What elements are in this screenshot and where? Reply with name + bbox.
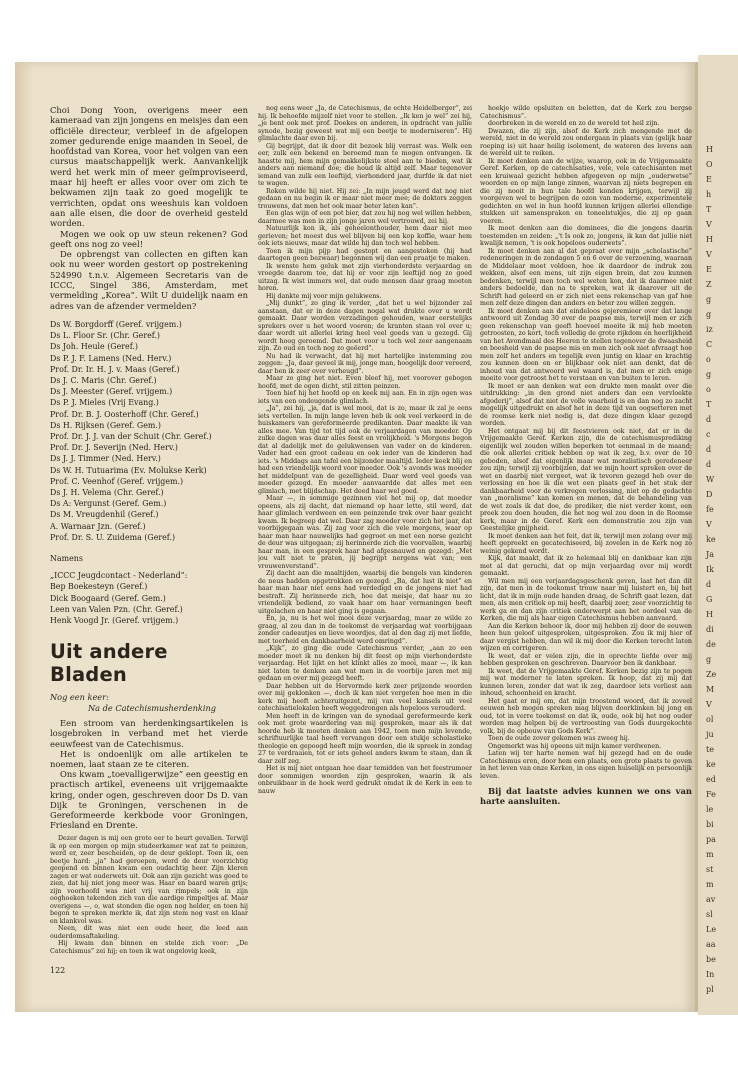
next-page-fragment: H [706,610,713,619]
next-page-fragment: de [706,640,716,649]
signer-name: Ds P. J. F. Lamens (Ned. Herv.) [50,353,172,363]
paragraph: Maar —, in sommige gezinnen viel het mij op, dat moeder opeens, als zij dacht, dat niemand op haar lette, stil werd, dat haar glimlach verdween en een peinzende trek over haar gezicht kwam. Ik begreep dat wel. Daar zag moeder voor zich het jaar, dat voorbijgegaan was. Zij zag voor zich die vele morgens, waar op haar man haar nauwelijks had gegroet en met een norse gezicht de deur was uitgegaan; zij herinnerde zich die voorvallen, waarbij haar man, in een gesprek haar had afgesnauwd en gezegd: „Met jou valt niet te praten, jij begrijpt nergens wat van; een vrouwenverstand”. [258,495,472,570]
namens-name: Dick Boogaard (Geref. Gem.) [50,593,166,603]
namens-label: Namens [50,554,83,563]
paragraph: Ik moet denken aan al dat gepraat over mijn „scholastische” redeneringen in de zondagen 5 en 6 over de verzoening, waaraan de Middelaar moet voldoen, hoe ik daardoor de indruk zou wekken, alsof een mens, uit zijn eigen brein, dat zou kunnen bedenken, terwijl men toch wel weten kon, dat ik daarmee niet anders bedoelde, dan na te spreken, wat ik daarover uit de Schrift had geleerd en er zich niet eens rekenschap van gaf hoe men zelf deze dingen dan anders en beter zou willen zeggen. [480,247,692,307]
section-heading: Uit andere Bladen [50,640,168,687]
paragraph: Nu had ik verwacht, dat hij met hartelijke instemming zou zeggen: „Ja, daar geveel ik mij, jonge man, hoogelijk door vereerd, daar ben ik zeer over verheugd”. [258,352,472,375]
signer-name: Prof. Dr. S. U. Zuidema (Geref.) [50,532,176,542]
subheading: Nog een keer: [50,692,109,703]
paragraph: Daar hebben uit de Hervormde kerk zeer prijzende woorden over mij geklonken —, doch ik kan niet vergeten hoe men in die kerk mij heeft achteruitgezet, mij van veel kansels uit veel catechisatielokalen heeft weggedrongen als hopeloos verouderd. [258,682,472,712]
next-page-fragment: E [706,175,712,184]
paragraph: Ons kwam „toevalligerwijze” een geestig en practisch artikel, eveneens uit vrijgemaakte kring, onder ogen, geschreven door Ds D. van Dijk te Groningen, verschenen in de Gereformeerde kerkbode voor Groningen, Friesland en Drente. [50,769,248,831]
paragraph: Ik weet, dat de Vrijgemaakte Geref. Kerken bezig zijn te pogen mij wat moderner te laten spreken. Ik hoop, dat zij mij dat kunnen leren, zonder dat wat ik zeg, daardoor iets verliest aan inhoud, schoonheid en kracht. [480,667,692,697]
signer-name: Prof. C. Veenhof (Geref. vrijgem.) [50,476,184,486]
next-page-fragment: m [706,880,714,889]
closing-remark: Bij dat laatste advies kunnen we ons van harte aansluiten. [480,786,692,807]
subheading: Na de Catechismusherdenking [88,703,217,714]
paragraph: Ik moet denken aan dat eindeloos gejeremieer over dat lange antwoord uit Zondag 30 over de paapse mis, terwijl men er zich geen rekenschap van geeft hoeveel moeite ik mij heb moeten getroosten, zo kort, toch volledig de grote rijkdom en heerlijkheid van het Avondmaal des Heeren te stellen tegenover de dwaasheid en boosheid van de paapse mis en men zich ook niet afvraagt hoe men zelf het anders en tegelijk even juntig en klaar en krachtig zou kunnen doen en er blijkbaar ook niet aan denkt, dat de inhoud van dat antwoord wel waard is, dat men er zich enige moeite voor getroost het te verstaan en van buiten te leren. [480,307,692,382]
paragraph: Een stroom van herdenkingsartikelen is losgebroken in verband met het vierde eeuwfeest van de Catechismus. [50,718,248,749]
next-page-fragment: h [706,190,712,199]
next-page-fragment: sl [706,910,713,919]
next-page-fragment: le [706,805,714,814]
paragraph: Toen hief hij het hoofd op en keek mij aan. En in zijn ogen was iets van een ondeugende glimlach. [258,390,472,405]
next-page-fragment: g [706,295,712,304]
paragraph: Ik wenste hem geluk met zijn vierhonderdste verjaardag en vroegde daarom toe, dat hij er voor zijn leeftijd nog zo goed uitzag. Ik wist immers wel, dat oude mensen daar graag moeten horen. [258,262,472,292]
namens-name: Bep Boekesteyn (Geref.) [50,582,148,592]
next-page-fragment: Ze [706,670,717,679]
next-page-fragment: T [706,400,712,409]
next-page-fragment: d [706,415,712,424]
next-page-fragment: H [706,145,713,154]
paragraph: Toen ik mijn pijp had gestopt en aangestoken (hij had daartegen geen bezwaar) begonnen wij dan een praatje te maken. [258,247,472,262]
quoted-article-start [50,835,248,955]
next-page-fragment: V [706,250,712,259]
paragraph: Laten wij ter harte nemen wat hij gezegd had en de oude Catechismus eren, door hem een plaats, een grote plaats te geven in het leven van onze Kerken, in ons eigen huiselijk en persoonlijk leven. [480,750,692,780]
paragraph: „Mij dunkt”, zo ging ik verder, „dat het u wel bijzonder zal aanstaan, dat er in deze dagen nogal wat drukte over u wordt gemaakt. Daar worden verzadingen gehouden, waar eerstelijks sprekers over u het woord voeren; de kranten staan vol over u; daar wordt uit allerlei kring heel veel goeds van u gezegd. Gij wordt hoog geroemd. Dat moet voor u toch wel zeer aangenaam zijn. Zo oud en toch nog zo geëerd”. [258,300,472,352]
signers-list [50,319,248,543]
signer-name: Ds L. Floor Sr. (Chr. Geref.) [50,331,161,341]
next-page-fragment: pa [706,835,716,844]
paragraph: Choi Dong Yoon, overigens meer een kameraad van zijn jongens en meisjes dan een officiële directeur, verbleef in de afgelopen zomer gedurende enige maanden in Seoel, de hoofdstad van Korea, voor het volgen van een cursus maatschappelijk werk. Aanvankelijk werd het werk min of meer geïmproviseerd, maar hij heeft er alles voor over om zich te bekwamen zijn taak zo goed mogelijk te verrichten, opdat ons weeshuis kan voldoen aan alle eisen, die door de overheid gesteld worden. [50,105,248,229]
next-page-fragment: T [706,205,712,214]
next-page-fragment: pl [706,985,714,994]
paragraph: Natuurlijk kon ik, als geheelonthouder, hem daar niet mee gerieven; het moest dus wel blijven bij een kop koffie, waar hem ook iets nieuws, maar dat wilde hij dan toch wel hebben. [258,225,472,247]
next-page-fragment: be [706,955,716,964]
next-page-fragment: m [706,850,714,859]
paragraph: Men heeft in de kringen van de synodaal gereformeerde kerk ook met grote waardering van mij gesproken, maar als ik dat hoorde heb ik moeten denken aan 1942, toen men mijn levende, schriftuurlijke taal heeft vervangen door een stukje scholastieke theologie en gepoogd heeft mijn woorden, die ik spreek in zondag 27 te verdraaien, tot er iets geheel anders kwam te staan, dan ik daar zelf zeg. [258,712,472,765]
next-page-fragment: ol [706,715,714,724]
next-page-fragment: st [706,865,714,874]
paragraph: Ik moet denken aan die dominees, die die jongens daarin toestemden en zeiden: „'t Is ook zo, jongens, ik kan dat jullie niet kwalijk nemen, 't is ook hopeloos ouderwets”. [480,225,692,247]
signer-name: Ds Joh. Heule (Geref.) [50,342,138,352]
paragraph: Dwazen, die zij zijn, alsof de Kerk zich mengende met de wereld, niet in de wereld zou ondergaan in plaats van (gelijk haar roeping is) uit haar heilig isolement, de wateren des levens aan de wereld uit te reiken. [480,127,692,157]
paragraph: nog eens weer „Ja, de Catechismus, de echte Heidelberger”, zei hij. Ik behoefde mijzelf niet voor te stellen. „Ik ken je wel” zei hij, „je bent ook met prof. Doekes en anderen, in opdracht van jullie synode, bezig geweest wat mij een beetje te moderniseren”. Hij glimlachte daar even bij. [258,105,472,142]
paragraph: „Kijk”, zo ging die oude Catechismus verder, „aan zo een moeder moet ik nu denken bij dit feest op mijn vierhonderdste verjaardag. Het lijkt en het klinkt alles zo mooi, maar —, ik kan niet laten te denken aan wat men in de voorbije jaren met mij gedaan en over mij gezegd heeft. [258,645,472,682]
next-page-fragment: C [706,340,713,349]
next-page-fragment: av [706,895,716,904]
next-page-fragment: Ja [706,550,714,559]
namens-block [50,553,248,626]
column-left [50,105,248,963]
next-page-fragment: D [706,490,713,499]
paragraph: Gij begrijpt, dat ik door dit bezoek blij verrast was. Welk een eer, zulk een bekend en beroemd man te mogen ontvangen. Ik haastte mij, hem mijn gemakkelijkste stoel aan te bieden, wat ik anders aan niemand doe; die houd ik altijd zelf. Maar tegenover iemand van zulk een leeftijd, vierhonderd jaar, durfde ik dat niet te wagen. [258,142,472,187]
next-page-fragment: d [706,460,712,469]
paragraph: Hij dankte mij voor mijn gelukwens. [266,292,382,300]
paragraph: hoekje wilde opsluiten en beletten, dat de Kerk zou bergse Catechismus”. [480,105,692,120]
next-page-fragment: H [706,235,713,244]
intro-text [50,105,248,311]
signer-name: Prof. Dr. J. Severijn (Ned. Herv.) [50,443,178,453]
next-page-fragment: g [706,310,712,319]
next-page-fragment: In [706,970,715,979]
next-page-fragment: ju [706,730,714,739]
next-page-fragment: g [706,370,712,379]
paragraph: Het ontgaat mij bij dit feestvieren ook niet, dat er in de Vrijgemaakte Geref. Kerken zijn, die de catechismusprediking eigenlijk wel zouden willen beperken tot eenmaal in de maand; die ook allerlei critiek hebben op wat ik zeg, b.v. over de 10 geboden, alsof dat eigenlijk maar wat moralistisch geredeneer zou zijn; terwijl zij voorbijzien, dat we mijn hoort spreken over de wet en daarbij niet vergeet, wat ik tevoren gezegd heb over de verlossing en hoe ik die wet een plaats geef in het stuk der dankbaarheid voor de verkregen verlossing, niet op de gedachte van „moralisme” kan komen en menen, dat de behandeling van de wet zoals ik dat doe, de prediker, die niet verder komt, een preek zou doen houden, die het nog wel zou doen in de Roomse kerk, maar in de Geref. Kerk een demonstratie zou zijn van Geestelijke gnijpheid. [480,427,692,532]
paragraph: Dezer dagen is mij een grote eer te beurt gevallen. Terwijl ik op een morgen op mijn studeerkamer wat zat te peinzen, werd er, zeer bescheiden, op de deur geklopt. Toen ik, een beetje hard: „ja” had geroepen, werd de deur voorzichtig geopend en binnen kwam een oudachtig heer. Zijn kleren zagen er wat ouderwets uit. Ook aan zijn gezicht was goed te zien, dat hij niet jong meer was. Haar en baard waren grijs; zijn voorhoofd was niet vrij van rimpels; ook in zijn ooghoeken tekenden zich van die aardige rimpeltjes af. Maar overigens —, o, wat stonden die ogen nog helder, en toen hij begon te spreken merkte ik, dat zijn stem nog vast en klaar en klankvol was. [50,835,248,925]
paragraph: Maar zo ging het niet. Even bleef hij, met voorover gebogen hoofd, met de ogen dicht, stil zitten peinzen. [258,375,472,390]
paragraph: Zij dacht aan die maaltijden, waarbij die bengels van kinderen de neus hadden opgetrokken en gezegd: „Ba, dat lust ik niet” en haar man haar niet eens had verdedigd en de jongens niet had bestraft. Zij herinnerde zich, hoe dat meisje, dat haar nu zo vriendelijk bediend, zo vaak haar om haar vermaningen heeft uitgelachen en haar niet ging is gegaan. [258,570,472,615]
signer-name: Prof. Dr. J. J. van der Schuit (Chr. Geref.) [50,431,212,441]
next-page-fragment: iz [706,325,713,334]
signer-name: Ds W. H. Tutuarima (Ev. Molukse Kerk) [50,465,207,475]
signer-name: Prof. Dr. Ir. H. J. v. Maas (Geref.) [50,364,180,374]
paragraph: Wil men mij een verjaardagsgeschenk geven, laat het dan dit zijn, dat men in de toekomst trouw naar mij luistert en, bij het licht, dat ik in mijn oude handen draag, de Schrift gaat lezen, dat men, als men critiek op mij heeft, daarbij zeer, zeer voorzichtig te werk ga en dan zijn critiek onderwerpt aan het oordeel van de Kerken, die mij als haar eigen Catechismus hebben aanvaard. [480,577,692,622]
page-number: 122 [50,966,66,975]
next-page-fragment: d [706,580,712,589]
page-fold-shadow [15,62,33,1012]
signer-name: Ds H. Rijksen (Geref. Gem.) [50,420,161,430]
paragraph: Kijk, dat maakt, dat ik zo helemaal blij en dankbaar kan zijn met al dat geruchi, dat op mijn verjaardag over mij wordt gemaakt. [480,555,692,577]
signer-name: Ds P. J. Mieles (Vrij Evang.) [50,398,159,408]
next-page-fragment: ed [706,775,716,784]
next-page-fragment: d [706,445,712,454]
column-right [480,105,692,945]
next-page-fragment: ke [706,760,716,769]
next-page-fragment: c [706,430,711,439]
next-page-fragment: aa [706,940,716,949]
article-intro [50,718,248,830]
next-page-fragment: V [706,700,712,709]
next-page-fragment: te [706,745,714,754]
paragraph: Het is ondoenlijk om alle artikelen te noemen, laat staan ze te citeren. [50,748,248,770]
paragraph: Een glas wijn of een pot bier, dat zou hij nog wel willen hebben, daarmee was men in zijn jonge jaren wel vertrouwd, zei hij. [258,210,472,225]
namens-name: Henk Voogd Jr. (Geref. vrijgem.) [50,616,179,626]
paragraph: doorbreken in de wereld en zo de wereld tot heil zijn. [488,120,660,127]
paragraph: Het gaat er mij om, dat mijn troostend woord, dat ik zoveel eeuwen heb mogen spreken mag blijven doorklinken bij jong en oud, tot in verre toekomst en dat ik, oude, ook bij het nog ouder worden mag helpen bij de vertroosting van Gods duurgekochte volk, bij de opbouw van Gods Kerk”. [480,697,692,735]
signer-name: Ds J. H. Velema (Chr. Geref.) [50,487,164,497]
next-page-fragment: ke [706,535,716,544]
next-page-fragment: Z [706,280,712,289]
paragraph: Mogen we ook op uw steun rekenen? God geeft ons nog zo veel! [50,228,248,249]
paragraph: „Ja”, zei hij, „ja, dat is wel mooi, dat is zo, maar ik zal je eens iets vertellen. In mijn lange leven heb ik ook veel verkeerd in de huiskamers van gereformeerde predikanten. Daar maakte ik van alles mee. Van tijd tot tijd ook de verjaardagen van moeder. Op zulke dagen was daar alles feest en vrolijkheid. 's Morgens begon dat al dadelijk met de gelukwensen van vader en de kinderen. Vader had een groot cadeau en ook ieder van de kinderen had iets. 's Middags aan tafel een bijzonder maaltijd. Ieder keek blij en had een vriendelijk woord voor moeder. Ook 's avonds was moeder het middelpunt van de gezelligheid. Daar werd veel goeds van moeder gezegd. En moeder aanvaardde dat alles met een glimlach, met blijdschap. Het deed haar wel goed. [258,405,472,495]
paragraph: De opbrengst van collecten en giften kan ook nu weer worden gestort op postrekening 524990 t.n.v. Algemeen Secretaris van de ICCC, Singel 386, Amsterdam, met vermelding „Korea”. Wilt U duidelijk naam en adres van de afzender vermelden? [50,249,248,311]
paragraph: Hij kwam dan binnen en stelde zich voor: „De Catechismus” zei hij; en toen ik wat ongelovig keek, [50,940,248,955]
next-page-fragment: V [706,520,712,529]
next-page-fragment: G [706,595,713,604]
signer-name: A. Warnaar Jzn. (Geref.) [50,521,146,531]
signer-name: Ds M. Vreugdenhil (Geref.) [50,510,159,520]
next-page-fragment: Ik [706,565,715,574]
paragraph: Ik weet, dat er velen zijn, die in oprechte liefde over mij hebben gesproken en geschreven. Daarvoor ben ik dankbaar. [480,652,692,667]
namens-name: Leen van Valen Pzn. (Chr. Geref.) [50,604,183,614]
namens-name: „ICCC Jeugdcontact - Nederland”: [50,571,188,581]
next-page-fragment: di [706,625,714,634]
next-page-fragment: Fe [706,790,716,799]
signer-name: Ds W. Borgdorff (Geref. vrijgem.) [50,319,182,329]
next-page-fragment: M [706,685,715,694]
next-page-fragment: O [706,160,713,169]
signer-name: Ds J. Meester (Geref. vrijgem.) [50,387,173,397]
paragraph: Ik moet denken aan de wijze, waarop, ook in de Vrijgemaakte Geref. Kerken, op de catechisaties, vele, vele catechisanten met een kruiwaal gezicht hebben afgegeven op mijn „ouderwetse” woorden en op mijn lange zinnen, waarvan zij niets begrepen en die zij nooit in hun tale hoofd konden krijgen, terwijl zij voorgeven wel te begrijpen de ozon van moderne, experimentele gedichten en wel in hun hoofd kunnen krijgen allerlei ellendige stukken uit samenspraken en toneelstukjes, die zij op gaan voeren. [480,157,692,225]
next-page-fragment: bi [706,820,714,829]
paragraph: Ongemerkt was hij opeens uit mijn kamer verdwenen. [488,742,662,750]
paragraph: Ik moet er aan denken wat een drukte men maakt over die uitdrukking: „in den grond niet anders dan een vervloekte afgoderij”, alsof dat niet de volle waarheid is en dan nog zo zacht mogelijk uitgedrukt en alsof het in deze tijd van oogsetteren met de roomse kerk niet nodig is, dat deze dingen klaar gezegd worden. [480,382,692,427]
paragraph: Het is mij niet ontgaan hoe daar temidden van het feestrumoer door sommigen woorden zijn gesproken, waarin ik als onbruikbaar in de hoek werd gedrukt omdat ik de Kerk in een te nauw [258,765,472,795]
signer-name: Ds J. J. Timmer (Ned. Herv.) [50,454,161,464]
paragraph: Toen de oude zover gekomen was zweeg hij. [488,735,630,742]
adjacent-page-edge [698,55,738,1015]
paragraph: Neen, dit was niet een oude heer, die leed aan ouderdomsaftakeling. [50,925,248,940]
paragraph: En, ja, nu is het wel mooi deze verjaardag, maar ze wilde zo graag, al zou dan in de toekomst de verjaardag wat voorbijgaan zonder cadeautjes en lieve woordjes, dat al den dag zij met liefde, met teerheid en dankbaarheid werd omringd”. [258,615,472,645]
next-page-fragment: E [706,265,712,274]
next-page-fragment: V [706,220,712,229]
next-page-fragment: g [706,655,712,664]
next-page-fragment: fe [706,505,714,514]
paragraph: Aan die Kerken behoor ik, door mij hebben zij door de eeuwen heen hun geloof uitgesproken, uitgesproken. Zou ik mij hier of daar vergist hebben, dan wil ik mij door die Kerken terecht laten wijzen en corrigeren. [480,622,692,652]
signer-name: Ds A: Vergunst (Geref. Gem.) [50,499,167,509]
paragraph: Roken wilde hij niet. Hij zei: „In mijn jeugd werd dat nog niet gedaan en nu begin ik er maar niet meer mee; de doktors zeggen trouwens, dat men het ook maar beter laten kan”. [258,187,472,210]
next-page-fragment: o [706,355,711,364]
paragraph: Ik moet denken aan het feit, dat ik, terwijl men zolang over mij heeft gepreekt en gecatechiseerd, bij zovelen in de Kerk nog zo weinig gekend wordt. [480,532,692,555]
next-page-fragment: Le [706,925,717,934]
signer-name: Prof. Dr. B. J. Oosterhoff (Chr. Geref.) [50,409,199,419]
next-page-fragment: W [706,475,715,484]
next-page-fragment: o [706,385,711,394]
signer-name: Ds J. C. Maris (Chr. Geref.) [50,375,157,385]
column-middle [258,105,472,965]
